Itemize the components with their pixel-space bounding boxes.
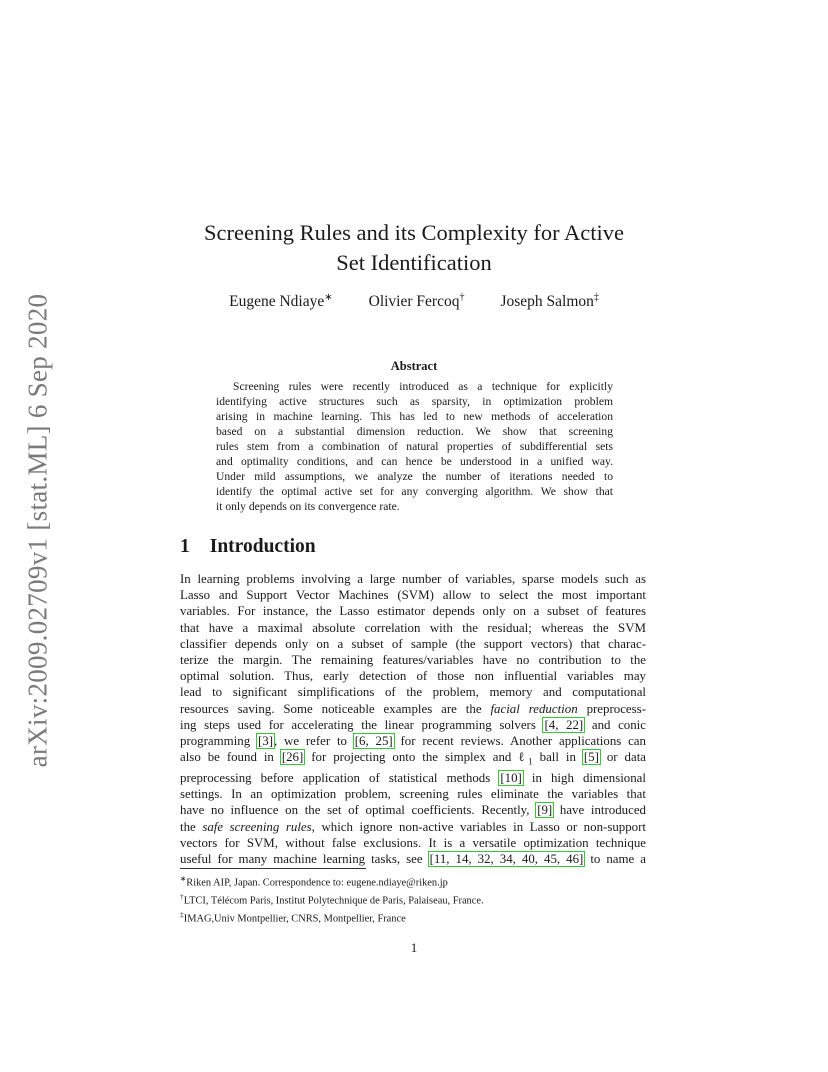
author bbox=[369, 292, 465, 311]
author-name: Olivier Fercoq bbox=[368, 293, 460, 311]
abstract-line: Screening rules were recently introduced as a technique for explicitly bbox=[233, 380, 613, 393]
author-footnote-mark: † bbox=[459, 292, 465, 303]
text-line bbox=[180, 851, 646, 867]
text-line bbox=[180, 733, 646, 749]
author bbox=[500, 292, 598, 311]
abstract-heading: Abstract bbox=[390, 359, 438, 373]
emphasized-term: safe screening rules bbox=[202, 819, 312, 834]
text-segment: resources saving. Some noticeable examples are the bbox=[180, 701, 491, 716]
introduction-paragraph bbox=[180, 571, 646, 867]
footnote bbox=[180, 890, 646, 908]
citation-link[interactable]: [4, 22] bbox=[544, 717, 584, 732]
citation-link[interactable]: [26] bbox=[281, 750, 304, 765]
text-segment: have introduced bbox=[553, 803, 646, 818]
footnote bbox=[180, 908, 646, 926]
citation-link[interactable]: [10] bbox=[500, 771, 522, 786]
citation-link[interactable]: [3] bbox=[257, 734, 273, 749]
text-segment: have no influence on the set of optimal coefficients. Recently, bbox=[180, 803, 537, 818]
citation-link[interactable]: [11, 14, 32, 34, 40, 45, 46] bbox=[429, 852, 584, 867]
title-line: Screening Rules and its Complexity for Active bbox=[204, 220, 624, 245]
text-line: Lasso and Support Vector Machines (SVM) allow to select the most important bbox=[180, 588, 646, 603]
abstract-line: it only depends on its convergence rate. bbox=[216, 500, 400, 513]
text-segment: the bbox=[180, 819, 203, 834]
abstract-line: and optimality conditions, and can hence be understood in a unified way. bbox=[216, 455, 613, 468]
text-segment: in high dimensional bbox=[522, 771, 646, 786]
text-line bbox=[180, 749, 646, 770]
subscript: 1 bbox=[528, 756, 533, 767]
text-segment: or data bbox=[599, 750, 646, 765]
text-line bbox=[180, 819, 646, 835]
text-line: vectors for SVM, without false exclusions. It is a versatile optimization technique bbox=[180, 835, 646, 850]
footnote-text: Riken AIP, Japan. Correspondence to: eugene.ndiaye@riken.jp bbox=[186, 877, 448, 889]
text-segment: and conic bbox=[584, 717, 646, 732]
author-name: Joseph Salmon bbox=[500, 293, 594, 311]
abstract-line: based on a substantial dimension reduction. We show that screening bbox=[216, 425, 613, 438]
text-line bbox=[180, 770, 646, 786]
title-line: Set Identification bbox=[336, 250, 492, 275]
arxiv-identifier-stamp bbox=[18, 290, 58, 770]
text-segment: ing steps used for accelerating the linear programming solvers bbox=[180, 717, 544, 732]
abstract-line: arising in machine learning. This has led to new methods of acceleration bbox=[216, 410, 613, 423]
text-line: settings. In an optimization problem, screening rules eliminate the variables that bbox=[180, 787, 646, 802]
text-line: terize the margin. The remaining features/variables have no contribution to the bbox=[180, 653, 646, 668]
author-list bbox=[170, 292, 658, 311]
footnote-mark: ‡ bbox=[180, 909, 184, 919]
text-line: variables. For instance, the Lasso estimator depends only on a subset of features bbox=[180, 604, 646, 619]
emphasized-term: facial reduction bbox=[490, 701, 578, 716]
section-heading bbox=[180, 536, 316, 558]
text-line bbox=[180, 717, 646, 733]
section-title: Introduction bbox=[209, 536, 316, 557]
text-segment: , which ignore non-active variables in Lasso or non-support bbox=[311, 819, 646, 834]
text-segment: programming bbox=[180, 734, 257, 749]
footnote-mark: † bbox=[180, 891, 184, 901]
citation-link[interactable]: [5] bbox=[583, 750, 599, 765]
footnote-text: IMAG,Univ Montpellier, CNRS, Montpellier, France bbox=[183, 913, 406, 925]
footnote bbox=[180, 872, 646, 890]
abstract-line: identify the optimal active set for any converging algorithm. We show that bbox=[216, 485, 613, 498]
author bbox=[229, 292, 333, 311]
text-line: In learning problems involving a large number of variables, sparse models such as bbox=[180, 572, 646, 586]
paper-title bbox=[170, 218, 658, 278]
text-segment: for projecting onto the simplex and ℓ bbox=[304, 750, 529, 765]
text-line: lead to significant simplifications of the problem, memory and computational bbox=[180, 685, 646, 700]
footnotes bbox=[180, 872, 646, 926]
abstract-line: rules stem from a combination of natural properties of subdifferential sets bbox=[216, 440, 613, 453]
text-line: classifier depends only on a subset of sample (the support vectors) that charac- bbox=[180, 636, 646, 651]
abstract-line: Under mild assumptions, we analyze the number of iterations needed to bbox=[216, 470, 613, 483]
text-segment: to name a bbox=[584, 852, 646, 867]
abstract-line: identifying active structures such as sparsity, in optimization problem bbox=[216, 395, 613, 408]
footnote-divider bbox=[180, 868, 366, 869]
text-segment: useful for many machine learning tasks, see bbox=[180, 852, 429, 867]
citation-link[interactable]: [9] bbox=[537, 803, 553, 818]
section-number: 1 bbox=[180, 536, 190, 557]
text-line bbox=[180, 701, 646, 717]
text-segment: ball in bbox=[532, 750, 583, 765]
abstract-body bbox=[216, 379, 613, 514]
text-segment: preprocessing before application of statistical methods bbox=[180, 771, 500, 786]
page-number: 1 bbox=[410, 940, 418, 955]
text-line: that have a maximal absolute correlation with the residual; whereas the SVM bbox=[180, 620, 646, 635]
text-segment: preprocess- bbox=[577, 701, 646, 716]
footnote-text: LTCI, Télécom Paris, Institut Polytechnique de Paris, Palaiseau, France. bbox=[183, 895, 484, 907]
author-name: Eugene Ndiaye bbox=[229, 293, 325, 311]
arxiv-stamp-text: arXiv:2009.02709v1 [stat.ML] 6 Sep 2020 bbox=[22, 293, 53, 767]
citation-link[interactable]: [6, 25] bbox=[354, 734, 393, 749]
text-segment: also be found in bbox=[180, 750, 281, 765]
footnote-mark: ∗ bbox=[180, 874, 187, 883]
text-line bbox=[180, 802, 646, 818]
text-segment: for recent reviews. Another applications can bbox=[393, 734, 646, 749]
author-footnote-mark: ‡ bbox=[593, 292, 599, 303]
text-line: optimal solution. Thus, early detection of those non influential variables may bbox=[180, 669, 646, 684]
author-footnote-mark: ∗ bbox=[324, 292, 333, 303]
text-segment: , we refer to bbox=[274, 734, 354, 749]
